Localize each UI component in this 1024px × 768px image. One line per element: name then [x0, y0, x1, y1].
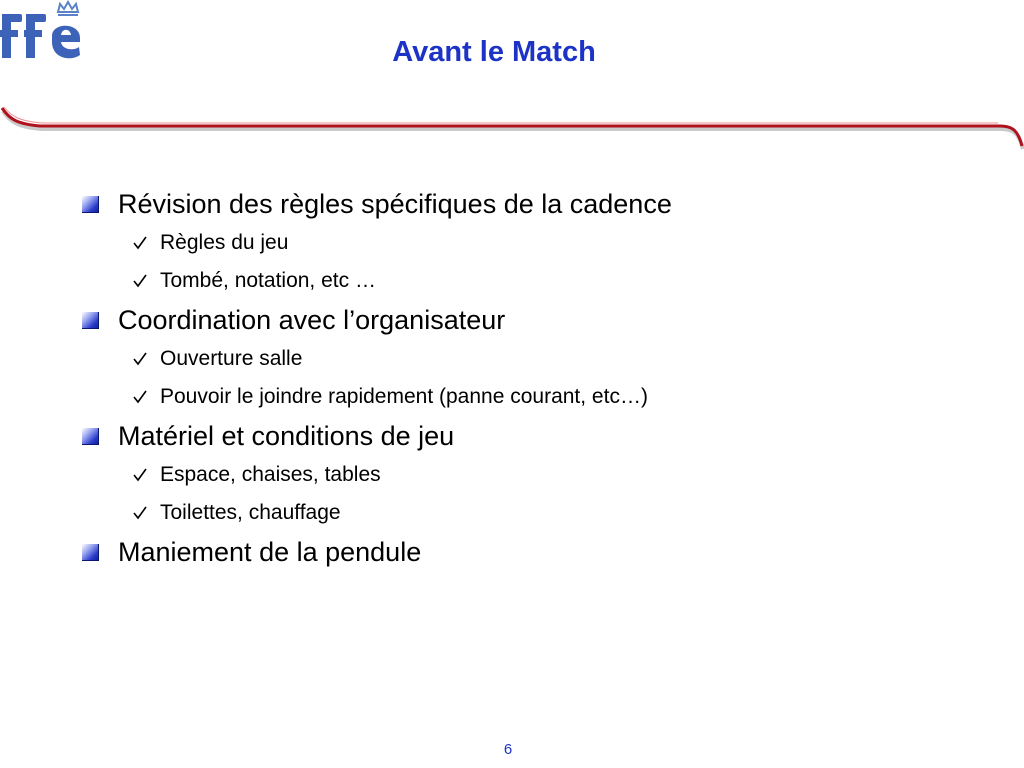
checkmark-icon: [132, 351, 148, 367]
checkmark-icon: [132, 505, 148, 521]
bullet-list: [82, 184, 982, 572]
sub-bullet-item: [82, 224, 982, 262]
bullet-text: Maniement de la pendule: [118, 536, 422, 567]
checkmark-icon: [132, 235, 148, 251]
page-number: 6: [503, 741, 513, 758]
checkmark-icon: [132, 273, 148, 289]
sub-bullet-text: Espace, chaises, tables: [160, 463, 381, 486]
square-bullet-icon: [82, 196, 99, 213]
sub-bullet-item: [82, 262, 982, 300]
sub-bullet-text: Règles du jeu: [160, 231, 289, 254]
checkmark-icon: [132, 467, 148, 483]
checkmark-icon: [132, 389, 148, 405]
bullet-text: Coordination avec l’organisateur: [118, 304, 506, 335]
square-bullet-icon: [82, 428, 99, 445]
bullet-text: Révision des règles spécifiques de la cadence: [118, 188, 672, 219]
sub-bullet-item: [82, 456, 982, 494]
header-divider: [0, 100, 1024, 154]
sub-bullet-item: [82, 340, 982, 378]
sub-bullet-text: Tombé, notation, etc …: [160, 269, 376, 292]
bullet-item: [82, 532, 982, 572]
sub-bullet-text: Pouvoir le joindre rapidement (panne courant, etc…): [160, 385, 648, 408]
bullet-item: [82, 416, 982, 456]
bullet-text: Matériel et conditions de jeu: [118, 420, 455, 451]
square-bullet-icon: [82, 544, 99, 561]
sub-bullet-item: [82, 378, 982, 416]
square-bullet-icon: [82, 312, 99, 329]
sub-bullet-text: Ouverture salle: [160, 347, 303, 370]
bullet-item: [82, 300, 982, 340]
chess-king-crown-icon: [58, 2, 78, 15]
sub-bullet-text: Toilettes, chauffage: [160, 501, 341, 524]
bullet-item: [82, 184, 982, 224]
slide-title: Avant le Match: [392, 36, 596, 68]
sub-bullet-item: [82, 494, 982, 532]
